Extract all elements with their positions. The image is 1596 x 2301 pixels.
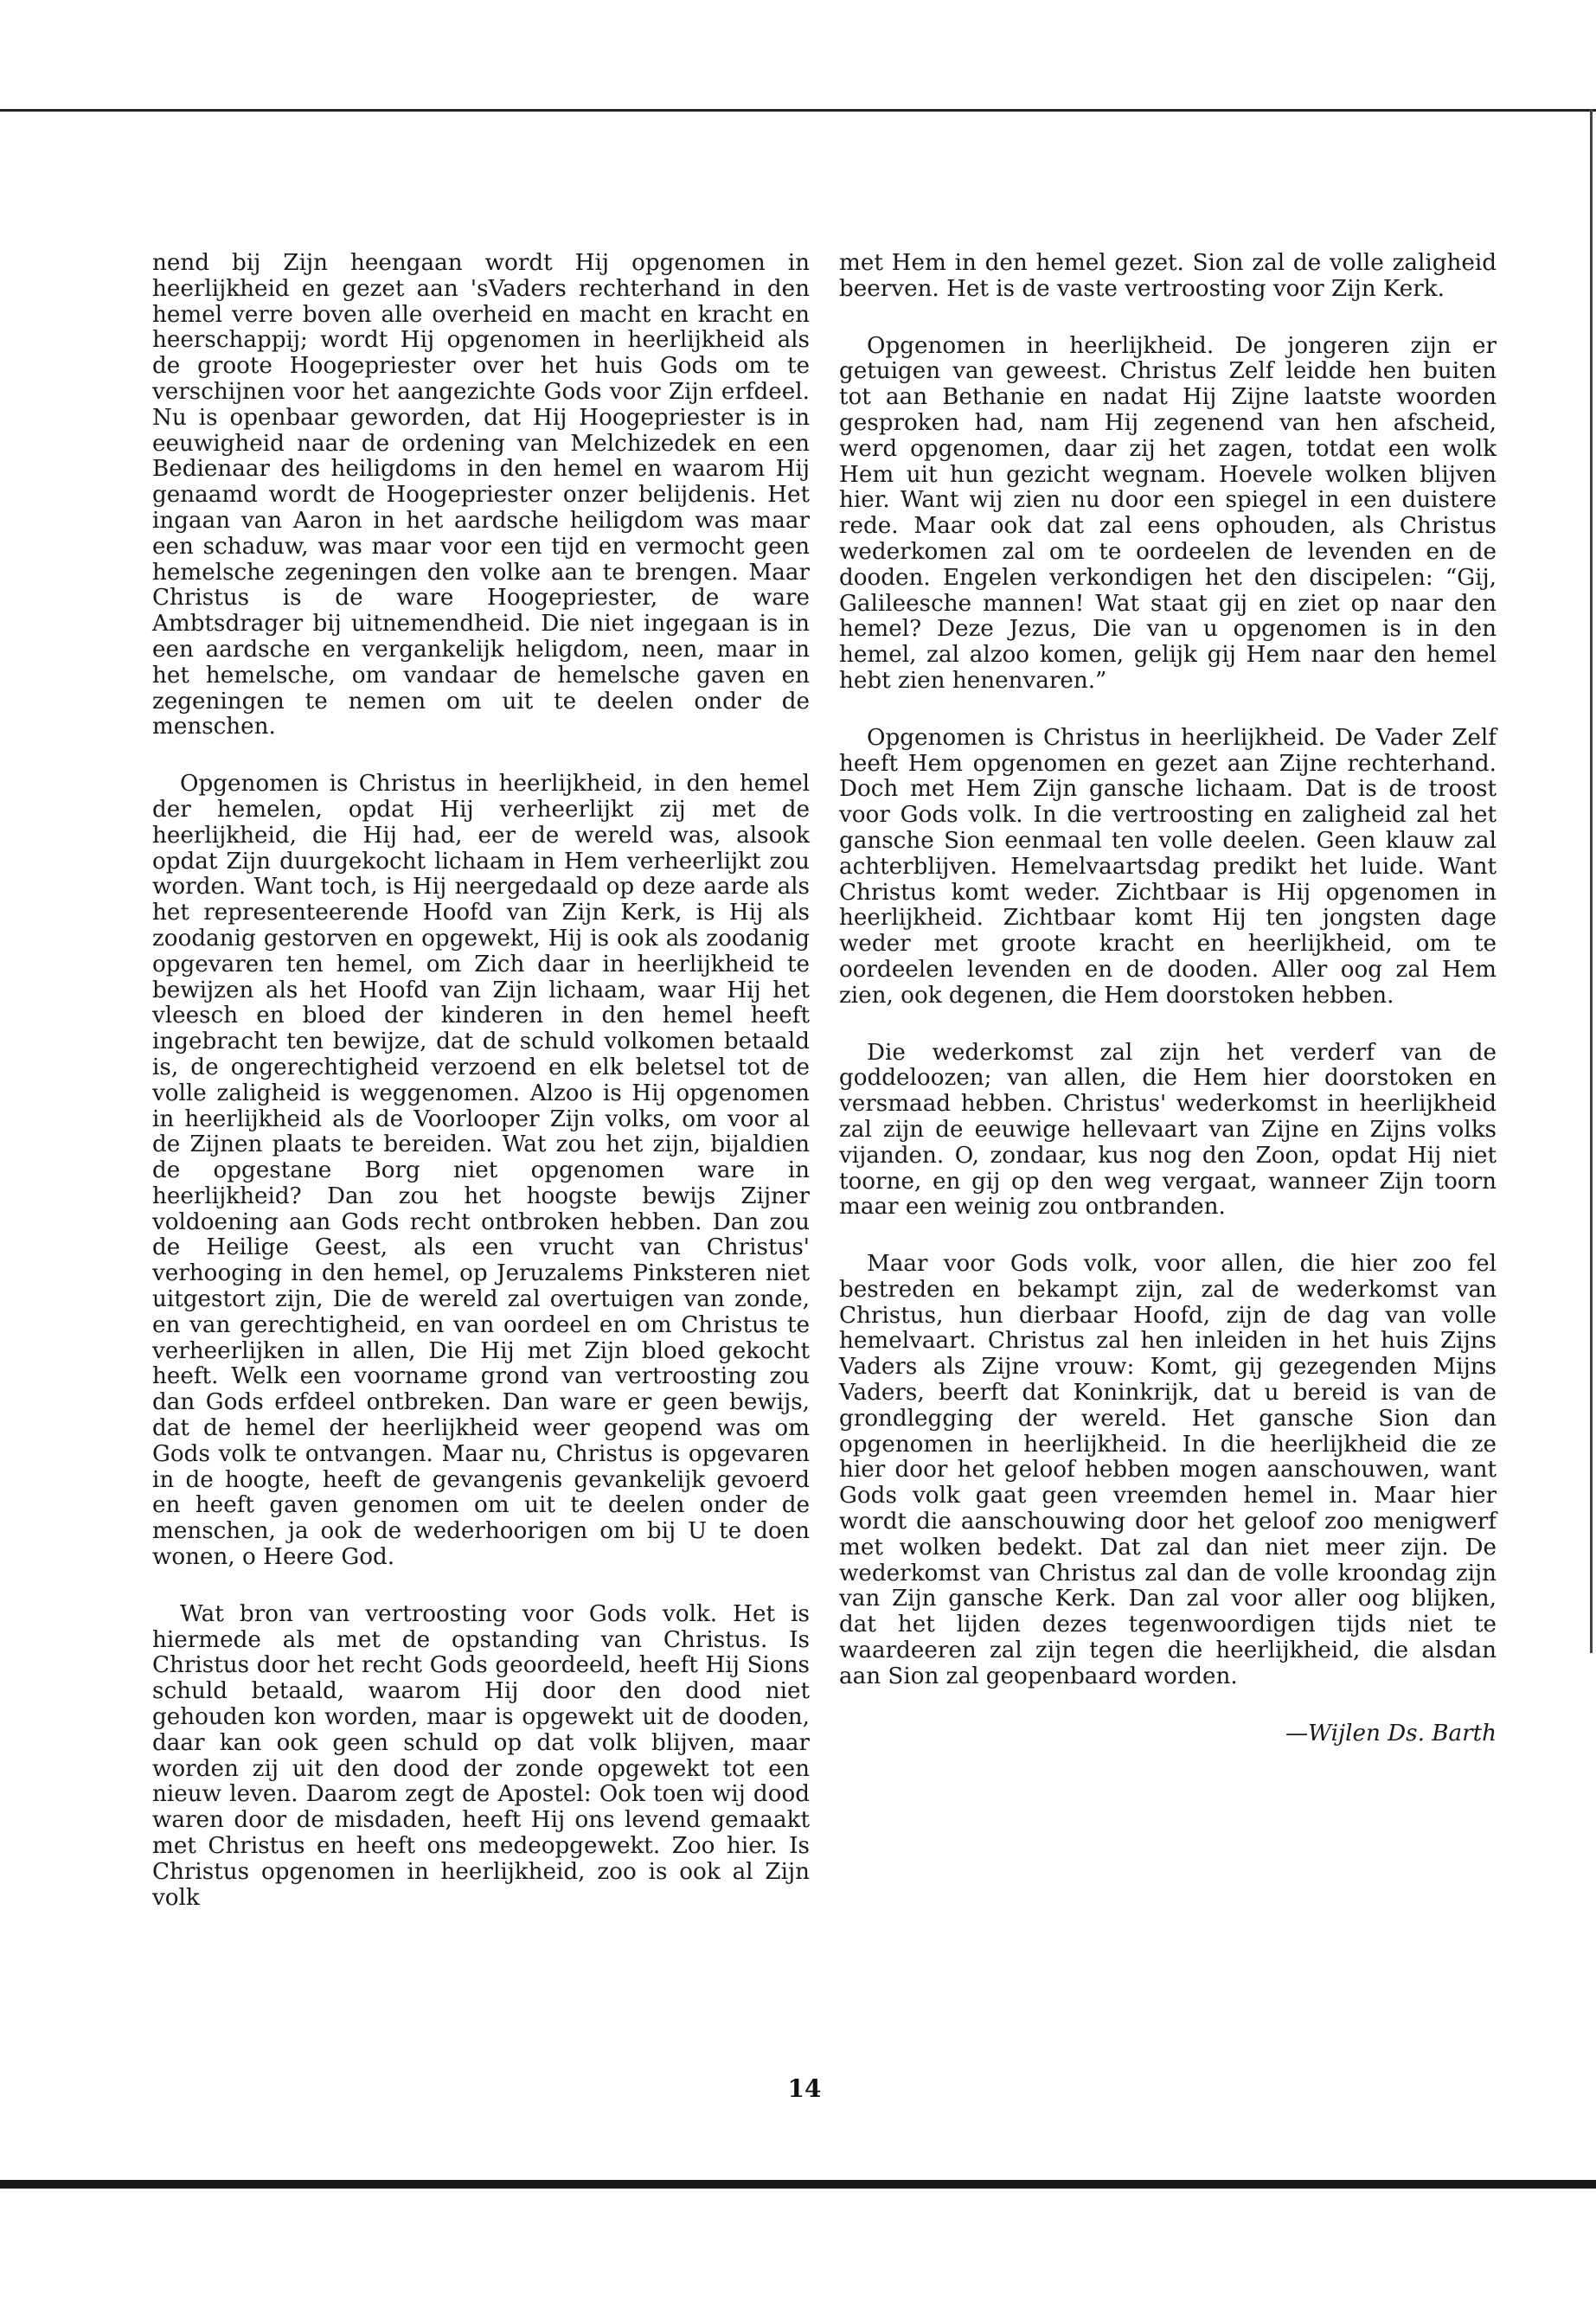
page-number: 14 <box>787 2074 822 2103</box>
author-signature: —Wijlen Ds. Barth <box>1285 1720 1497 1747</box>
bottom-rule <box>0 2180 1596 2189</box>
right-margin-rule <box>1590 109 1593 1653</box>
right-paragraph-5: Maar voor Gods volk, voor allen, die hier zoo fel bestreden en bekampt zijn, zal de wederkomst van Christus, hun dierbaar Hoofd, zijn de dag van volle hemelvaart. Christus zal hen inleiden in het huis Zijns Vaders als Zijne vrouw: Komt, gij gezegenden Mijns Vaders, beerft dat Koninkrijk, dat u bereid is van de grondlegging der wereld. Het gansche Sion dan opgenomen in heerlijkheid. In die heerlijkheid die ze hier door het geloof hebben mogen aanschouwen, want Gods volk gaat geen vreemden hemel in. Maar hier wordt die aanschouwing door het geloof zoo menigwerf met wolken bedekt. Dat zal dan niet meer zijn. De wederkomst van Christus zal dan de volle kroondag zijn van Zijn gansche Kerk. Dan zal voor aller oog blijken, dat het lijden dezes tegenwoordigen tijds niet te waardeeren zal zijn tegen die heerlijkheid, die alsdan aan Sion zal geopenbaard worden. <box>839 1251 1497 1689</box>
left-paragraph-2: Opgenomen is Christus in heerlijkheid, in den hemel der hemelen, opdat Hij verheerlijkt zij met de heerlijkheid, die Hij had, eer de wereld was, alsook opdat Zijn duurgekocht lichaam in Hem verheerlijkt zou worden. Want toch, is Hij neergedaald op deze aarde als het representeerende Hoofd van Zijn Kerk, is Hij als zoodanig gestorven en opgewekt, Hij is ook als zoodanig opgevaren ten hemel, om Zich daar in heerlijkheid te bewijzen als het Hoofd van Zijn lichaam, waar Hij het vleesch en bloed der kinderen in den hemel heeft ingebracht ten bewijze, dat de schuld volkomen betaald is, de ongerechtigheid verzoend en elk beletsel tot de volle zaligheid is weggenomen. Alzoo is Hij opgenomen in heerlijkheid als de Voorlooper Zijn volks, om voor al de Zijnen plaats te bereiden. Wat zou het zijn, bijaldien de opgestane Borg niet opgenomen ware in heerlijkheid? Dan zou het hoogste bewijs Zijner voldoening aan Gods recht ontbroken hebben. Dan zou de Heilige Geest, als een vrucht van Christus' verhooging in den hemel, op Jeruzalems Pinksteren niet uitgestort zijn, Die de wereld zal overtuigen van zonde, en van gerechtigheid, en van oordeel en om Christus te verheerlijken in allen, Die Hij met Zijn bloed gekocht heeft. Welk een voorname grond van vertroosting zou dan Gods erfdeel ontbreken. Dan ware er geen bewijs, dat de hemel der heerlijkheid weer geopend was om Gods volk te ontvangen. Maar nu, Christus is opgevaren in de hoogte, heeft de gevangenis gevankelijk gevoerd en heeft gaven genomen om uit te deelen onder de menschen, ja ook de wederhoorigen om bij U te doen wonen, o Heere God. <box>152 771 810 1571</box>
left-column <box>152 251 810 1942</box>
right-paragraph-2: Opgenomen in heerlijkheid. De jongeren zijn er getuigen van geweest. Christus Zelf leidde hen buiten tot aan Bethanie en nadat Hij Zijne laatste woorden gesproken had, nam Hij zegenend van hen afscheid, werd opgenomen, daar zij het zagen, totdat een wolk Hem uit hun gezicht wegnam. Hoevele wolken blijven hier. Want wij zien nu door een spiegel in een duistere rede. Maar ook dat zal eens ophouden, als Christus wederkomen zal om te oordeelen de levenden en de dooden. Engelen verkondigen het den discipelen: “Gij, Galileesche mannen! Wat staat gij en ziet op naar den hemel? Deze Jezus, Die van u opgenomen is in den hemel, zal alzoo komen, gelijk gij Hem naar den hemel hebt zien henenvaren.” <box>839 332 1497 694</box>
right-paragraph-1: met Hem in den hemel gezet. Sion zal de volle zaligheid beerven. Het is de vaste vertroosting voor Zijn Kerk. <box>839 250 1497 302</box>
right-paragraph-4: Die wederkomst zal zijn het verderf van de goddeloozen; van allen, die Hem hier doorstoken en versmaad hebben. Christus' wederkomst in heerlijkheid zal zijn de eeuwige hellevaart van Zijne en Zijns volks vijanden. O, zondaar, kus nog den Zoon, opdat Hij niet toorne, en gij op den weg vergaat, wanneer Zijn toorn maar een weinig zou ontbranden. <box>839 1039 1497 1221</box>
top-rule <box>0 109 1596 112</box>
left-paragraph-3: Wat bron van vertroosting voor Gods volk. Het is hiermede als met de opstanding van Christus. Is Christus door het recht Gods geoordeeld, heeft Hij Sions schuld betaald, waarom Hij door den dood niet gehouden kon worden, maar is opgewekt uit de dooden, daar kan ook geen schuld op dat volk blijven, maar worden zij uit den dood der zonde opgewekt tot een nieuw leven. Daarom zegt de Apostel: Ook toen wij dood waren door de misdaden, heeft Hij ons levend gemaakt met Christus en heeft ons medeopgewekt. Zoo hier. Is Christus opgenomen in heerlijkheid, zoo is ook al Zijn volk <box>152 1600 810 1911</box>
right-paragraph-3: Opgenomen is Christus in heerlijkheid. De Vader Zelf heeft Hem opgenomen en gezet aan Zijne rechterhand. Doch met Hem Zijn gansche lichaam. Dat is de troost voor Gods volk. In die vertroosting en zaligheid zal het gansche Sion eenmaal ten volle deelen. Geen klauw zal achterblijven. Hemelvaartsdag predikt het luide. Want Christus komt weder. Zichtbaar is Hij opgenomen in heerlijkheid. Zichtbaar komt Hij ten jongsten dage weder met groote kracht en heerlijkheid, om te oordeelen levenden en de dooden. Aller oog zal Hem zien, ook degenen, die Hem doorstoken hebben. <box>839 724 1497 1009</box>
left-paragraph-1: nend bij Zijn heengaan wordt Hij opgenomen in heerlijkheid en gezet aan 'sVaders rechterhand in den hemel verre boven alle overheid en macht en kracht en heerschappij; wordt Hij opgenomen in heerlijkheid als de groote Hoogepriester over het huis Gods om te verschijnen voor het aangezichte Gods voor Zijn erfdeel. Nu is openbaar geworden, dat Hij Hoogepriester is in eeuwigheid naar de ordening van Melchizedek en een Bedienaar des heiligdoms in den hemel en waarom Hij genaamd wordt de Hoogepriester onzer belijdenis. Het ingaan van Aaron in het aardsche heiligdom was maar een schaduw, was maar voor een tijd en vermocht geen hemelsche zegeningen den volke aan te brengen. Maar Christus is de ware Hoogepriester, de ware Ambtsdrager bij uitnemendheid. Die niet ingegaan is in een aardsche en vergankelijk heligdom, neen, maar in het hemelsche, om vandaar de hemelsche gaven en zegeningen te nemen om uit te deelen onder de menschen. <box>152 250 810 740</box>
right-column <box>839 251 1497 1747</box>
